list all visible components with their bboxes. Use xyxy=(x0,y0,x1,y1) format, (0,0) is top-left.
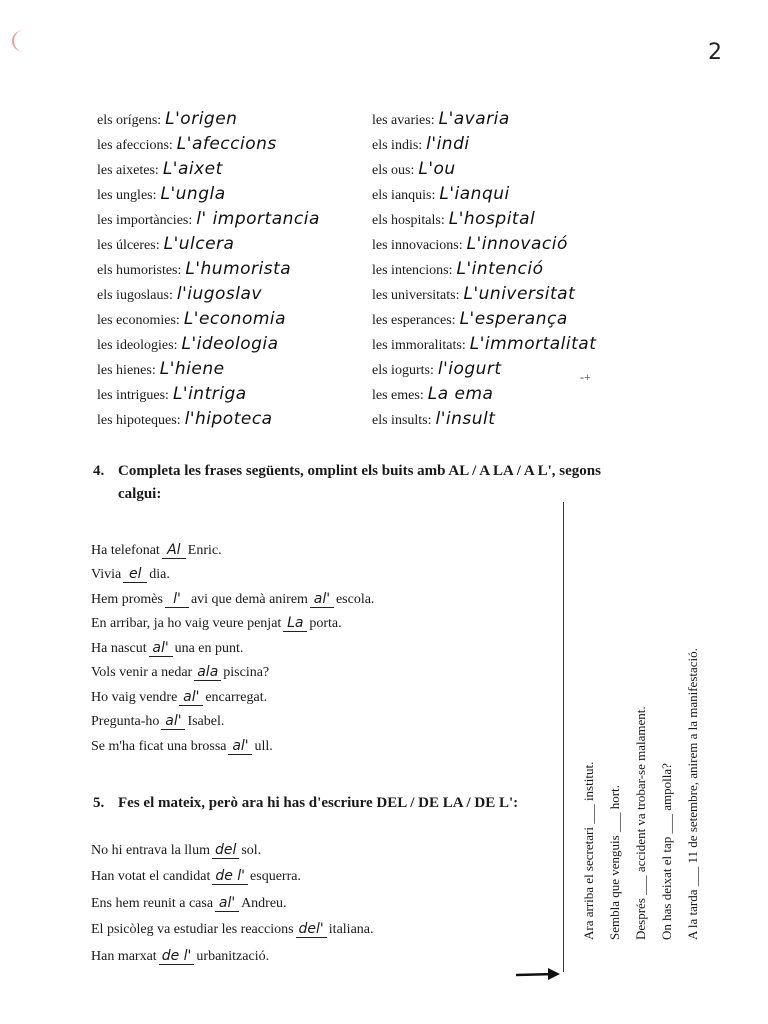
section-5-sentences xyxy=(91,832,374,965)
handwritten-answer: L'immortalitat xyxy=(469,334,597,354)
vocab-row xyxy=(97,229,367,254)
answer-blank[interactable]: La xyxy=(283,616,307,632)
handwritten-answer: L'avaria xyxy=(438,109,510,129)
exercise-sentence xyxy=(91,938,374,965)
vocab-row xyxy=(97,379,367,404)
sentence-text: Ens hem reunit a casa xyxy=(91,895,214,911)
sentence-text: sol. xyxy=(241,842,262,858)
vocab-row xyxy=(372,404,642,429)
answer-blank[interactable]: al' xyxy=(228,739,252,755)
section-4-sentences xyxy=(91,534,374,755)
vocab-plural-word: les afeccions: xyxy=(97,138,173,153)
vocab-row xyxy=(372,204,642,229)
vocab-row xyxy=(372,179,642,204)
arrow-icon xyxy=(514,964,566,984)
vocab-plural-word: els hospitals: xyxy=(372,213,445,228)
handwritten-answer: La ema xyxy=(427,384,494,404)
handwritten-answer: l' importancia xyxy=(196,209,320,229)
vocab-plural-word: les ideologies: xyxy=(97,338,178,353)
sentence-text: Ho vaig vendre xyxy=(91,689,178,705)
exercise-sentence xyxy=(91,730,374,755)
vocab-plural-word: les immoralitats: xyxy=(372,338,466,353)
sentence-text: una en punt. xyxy=(174,640,244,656)
vocab-plural-word: els humoristes: xyxy=(97,263,182,278)
sentence-text: avi que demà anirem xyxy=(190,591,308,607)
vocab-row xyxy=(97,329,367,354)
rotated-sentence: Ara arriba el secretari ___ institut. xyxy=(581,761,596,940)
handwritten-answer: L'ulcera xyxy=(163,234,235,254)
section-4-heading xyxy=(93,460,653,506)
rotated-sentence: On has deixat el tap ___ ampolla? xyxy=(659,763,674,940)
sentence-text: Andreu. xyxy=(241,895,287,911)
vocab-row xyxy=(97,179,367,204)
handwritten-answer: L'esperança xyxy=(459,309,568,329)
vocab-plural-word: els orígens: xyxy=(97,113,162,128)
handwritten-answer: L'ou xyxy=(418,159,456,179)
vocab-row xyxy=(97,279,367,304)
sentence-text: Han votat el candidat xyxy=(91,869,211,884)
sentence-text: Enric. xyxy=(187,542,222,558)
sentence-text: Pregunta-ho xyxy=(91,714,160,729)
vocab-row xyxy=(97,404,367,429)
vocab-plural-word: els insults: xyxy=(372,413,432,428)
exercise-sentence xyxy=(91,859,374,886)
vocab-plural-word: les esperances: xyxy=(372,313,456,328)
answer-blank[interactable]: de l' xyxy=(212,869,248,885)
sentence-text: Ha nascut xyxy=(91,640,147,656)
sentence-text: El psicòleg va estudiar les reaccions xyxy=(91,922,294,937)
vocab-row xyxy=(97,354,367,379)
answer-blank[interactable]: l' xyxy=(165,592,189,608)
vocab-plural-word: els iugoslaus: xyxy=(97,288,173,303)
answer-blank[interactable]: ala xyxy=(194,665,221,681)
exercise-sentence xyxy=(91,632,374,657)
sentence-text: escola. xyxy=(335,591,375,607)
vocab-plural-word: les avaries: xyxy=(372,113,435,128)
handwritten-answer: L'economia xyxy=(183,309,287,329)
handwritten-answer: l'indi xyxy=(426,134,470,154)
rotated-sentence: A la tarda ___ 11 de setembre, anirem a la manifestació. xyxy=(685,648,700,940)
vocab-row xyxy=(97,254,367,279)
sentence-text: Isabel. xyxy=(187,714,225,729)
vocab-row xyxy=(372,229,642,254)
vocab-plural-word: els iogurts: xyxy=(372,363,434,378)
vocab-row xyxy=(372,279,642,304)
vocab-row xyxy=(372,254,642,279)
section-5-number: 5. xyxy=(93,795,105,811)
handwritten-answer: L'aixet xyxy=(162,159,223,179)
answer-blank[interactable]: al' xyxy=(179,690,203,706)
section-5-heading-text: Fes el mateix, però ara hi has d'escriure DEL / DE LA / DE L': xyxy=(118,795,519,811)
rotated-exercise xyxy=(576,580,716,940)
vocab-plural-word: les úlceres: xyxy=(97,238,160,253)
vocab-row xyxy=(97,304,367,329)
vocab-row xyxy=(372,129,642,154)
answer-blank[interactable]: del xyxy=(212,843,239,859)
handwritten-answer: L'hospital xyxy=(448,209,536,229)
sentence-text: italiana. xyxy=(328,922,374,937)
handwritten-answer: L'humorista xyxy=(185,259,292,279)
handwritten-answer: l'insult xyxy=(435,409,496,429)
exercise-sentence xyxy=(91,657,374,682)
rotated-sentence: Després ___ accident va trobar-se malament. xyxy=(633,706,648,940)
sentence-text: porta. xyxy=(309,616,342,631)
vocab-row xyxy=(372,354,642,379)
vocab-plural-word: els ous: xyxy=(372,163,415,178)
vocab-row xyxy=(97,204,367,229)
handwritten-answer: L'innovació xyxy=(466,234,568,254)
exercise-sentence xyxy=(91,706,374,731)
vocab-row xyxy=(97,104,367,129)
vocab-plural-word: les emes: xyxy=(372,388,424,403)
vocab-row xyxy=(372,304,642,329)
answer-blank[interactable]: al' xyxy=(161,714,185,730)
exercise-sentence xyxy=(91,608,374,633)
vocab-row xyxy=(97,154,367,179)
vocab-plural-word: les universitats: xyxy=(372,288,460,303)
section-4-heading-line1: Completa les frases següents, omplint els buits amb AL / A LA / A L', segons xyxy=(118,463,601,479)
left-vocab-column xyxy=(97,104,367,429)
handwritten-answer: L'intriga xyxy=(172,384,247,404)
exercise-sentence xyxy=(91,559,374,584)
sentence-text: encarregat. xyxy=(205,689,268,705)
sentence-text: ull. xyxy=(254,738,273,754)
vocab-plural-word: les hienes: xyxy=(97,363,156,378)
sentence-text: En arribar, ja ho vaig veure penjat xyxy=(91,616,282,631)
page-number: 2 xyxy=(708,40,722,65)
exercise-sentence xyxy=(91,832,374,859)
vocab-plural-word: les hipoteques: xyxy=(97,413,181,428)
vocab-plural-word: les importàncies: xyxy=(97,213,193,228)
handwritten-answer: L'hiene xyxy=(159,359,225,379)
vocab-plural-word: les intencions: xyxy=(372,263,453,278)
sentence-text: dia. xyxy=(149,567,170,582)
vocab-plural-word: les intrigues: xyxy=(97,388,169,403)
sentence-text: Hem promès xyxy=(91,591,163,607)
margin-divider xyxy=(563,502,564,972)
sentence-text: esquerra. xyxy=(250,869,301,884)
exercise-sentence xyxy=(91,534,374,559)
answer-blank[interactable]: de l' xyxy=(159,949,195,965)
handwritten-answer: l'iogurt xyxy=(437,359,502,379)
exercise-sentence xyxy=(91,885,374,912)
vocab-plural-word: les innovacions: xyxy=(372,238,463,253)
handwritten-answer: l'hipoteca xyxy=(184,409,273,429)
answer-blank[interactable]: Al xyxy=(162,543,186,559)
pencil-mark: -+ xyxy=(580,370,591,384)
sentence-text: Vivia xyxy=(91,567,122,582)
sentence-text: urbanització. xyxy=(196,948,270,964)
handwritten-answer: L'universitat xyxy=(463,284,576,304)
vocab-plural-word: els indis: xyxy=(372,138,423,153)
section-4-heading-line2: calgui: xyxy=(118,486,162,502)
answer-blank[interactable]: al' xyxy=(149,641,173,657)
handwritten-answer: L'origen xyxy=(165,109,238,129)
section-4-number: 4. xyxy=(93,463,105,479)
answer-blank[interactable]: del' xyxy=(296,922,327,938)
vocab-row xyxy=(97,129,367,154)
vocab-plural-word: les ungles: xyxy=(97,188,157,203)
answer-blank[interactable]: al' xyxy=(310,592,334,608)
handwritten-answer: L'ideologia xyxy=(181,334,279,354)
sentence-text: Ha telefonat xyxy=(91,542,160,558)
vocab-plural-word: les aixetes: xyxy=(97,163,159,178)
vocab-row xyxy=(372,104,642,129)
handwritten-answer: L'afeccions xyxy=(176,134,277,154)
vocab-plural-word: les economies: xyxy=(97,313,180,328)
vocab-row xyxy=(372,329,642,354)
sentence-text: Han marxat xyxy=(91,948,157,964)
handwritten-answer: L'ianqui xyxy=(439,184,510,204)
sentence-text: piscina? xyxy=(223,665,270,680)
rotated-sentence: Sembla que venguis ___ hort. xyxy=(607,785,622,940)
exercise-sentence xyxy=(91,912,374,939)
section-5-heading xyxy=(93,792,563,815)
vocab-row xyxy=(372,154,642,179)
answer-blank[interactable]: al' xyxy=(215,896,239,912)
right-vocab-column xyxy=(372,104,642,429)
vocab-plural-word: els ianquis: xyxy=(372,188,436,203)
exercise-sentence xyxy=(91,583,374,608)
sentence-text: Vols venir a nedar xyxy=(91,665,193,680)
handwritten-answer: l'iugoslav xyxy=(176,284,262,304)
handwritten-answer: L'intenció xyxy=(456,259,544,279)
vocab-row xyxy=(372,379,642,404)
answer-blank[interactable]: el xyxy=(123,567,147,583)
exercise-sentence xyxy=(91,681,374,706)
sentence-text: Se m'ha ficat una brossa xyxy=(91,738,227,754)
sentence-text: No hi entrava la llum xyxy=(91,842,210,858)
red-mark xyxy=(12,30,36,52)
handwritten-answer: L'ungla xyxy=(160,184,226,204)
